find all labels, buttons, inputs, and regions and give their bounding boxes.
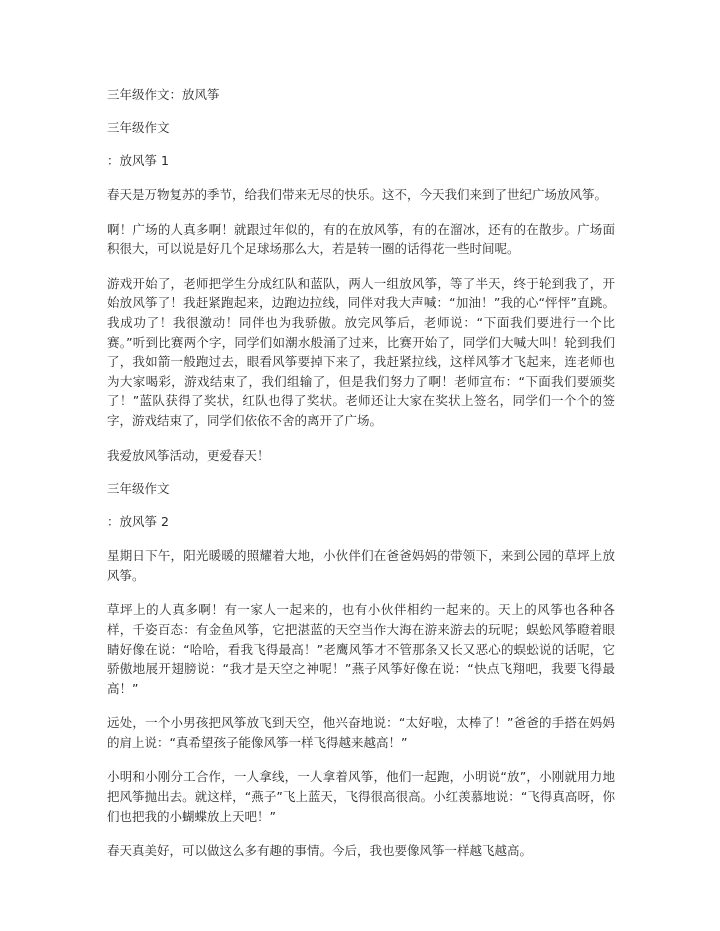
section-label: 三年级作文: [107, 120, 170, 135]
paragraph: 啊！广场的人真多啊！就跟过年似的，有的在放风筝，有的在溜冰，还有的在散步。广场面积很大，可以说是好几个足球场那么大，若是转一圈的话得花一些时间呢。: [107, 221, 615, 257]
document-body: [107, 86, 615, 876]
paragraph: 我爱放风筝活动，更爱春天！: [107, 447, 270, 463]
paragraph: 春天真美好，可以做这么多有趣的事情。今后，我也要像风筝一样越飞越高。: [107, 843, 533, 859]
essay-section-1: [107, 119, 615, 465]
section-label: 三年级作文: [107, 481, 170, 497]
paragraph: 游戏开始了，老师把学生分成红队和蓝队，两人一组放风筝，等了半天，终于轮到我了，开始放风筝了！我赶紧跑起来，边跑边拉线，同伴对我大声喊：“加油！”我的心“怦怦”直跳。我成功了！我很激动！同伴也为我骄傲。放完风筝后，老师说：“下面我们要进行一个比赛。”听到比赛两个字，同学们如潮水般涌了过来，比赛开始了，同学们大喊大叫！轮到我们了，我如箭一般跑过去，眼看风筝要掉下来了，我赶紧拉线，这样风筝才飞起来，连老师也为大家喝彩，游戏结束了，我们组输了，但是我们努力了啊！老师宣布：“下面我们要颁奖了！”蓝队获得了奖状，红队也得了奖状。老师还让大家在奖状上签名，同学们一个个的签字，游戏结束了，同学们依依不舍的离开了广场。: [107, 275, 615, 428]
paragraph: 星期日下午，阳光暖暖的照耀着大地，小伙伴们在爸爸妈妈的带领下，来到公园的草坪上放风筝。: [107, 548, 615, 583]
paragraph: 春天是万物复苏的季节，给我们带来无尽的快乐。这不，今天我们来到了世纪广场放风筝。: [107, 187, 608, 202]
essay-section-2: [107, 480, 615, 861]
paragraph: 小明和小刚分工合作，一人拿线，一人拿着风筝，他们一起跑，小明说“放”，小刚就用力地把风筝抛出去。就这样，“燕子”飞上蓝天，飞得很高很高。小红羡慕地说：“飞得真高呀，你们也把我的小蝴蝶放上天吧！”: [107, 769, 615, 824]
document-title: 三年级作文：放风筝: [107, 87, 220, 102]
paragraph: 远处，一个小男孩把风筝放飞到天空，他兴奋地说：“太好啦，太棒了！”爸爸的手搭在妈妈的肩上说：“真希望孩子能像风筝一样飞得越来越高！”: [107, 715, 615, 750]
section-subtitle: ：放风筝 2: [107, 514, 169, 530]
paragraph: 草坪上的人真多啊！有一家人一起来的，也有小伙伴相约一起来的。天上的风筝也各种各样，千姿百态：有金鱼风筝，它把湛蓝的天空当作大海在游来游去的玩呢；蜈蚣风筝瞪着眼睛好像在说：“哈哈，看我飞得最高！”老鹰风筝才不管那条又长又恶心的蜈蚣说的话呢，它骄傲地展开翅膀说：“我才是天空之神呢！”燕子风筝好像在说：“快点飞翔吧，我要飞得最高！”: [107, 602, 615, 696]
section-subtitle: ：放风筝 1: [107, 153, 169, 168]
